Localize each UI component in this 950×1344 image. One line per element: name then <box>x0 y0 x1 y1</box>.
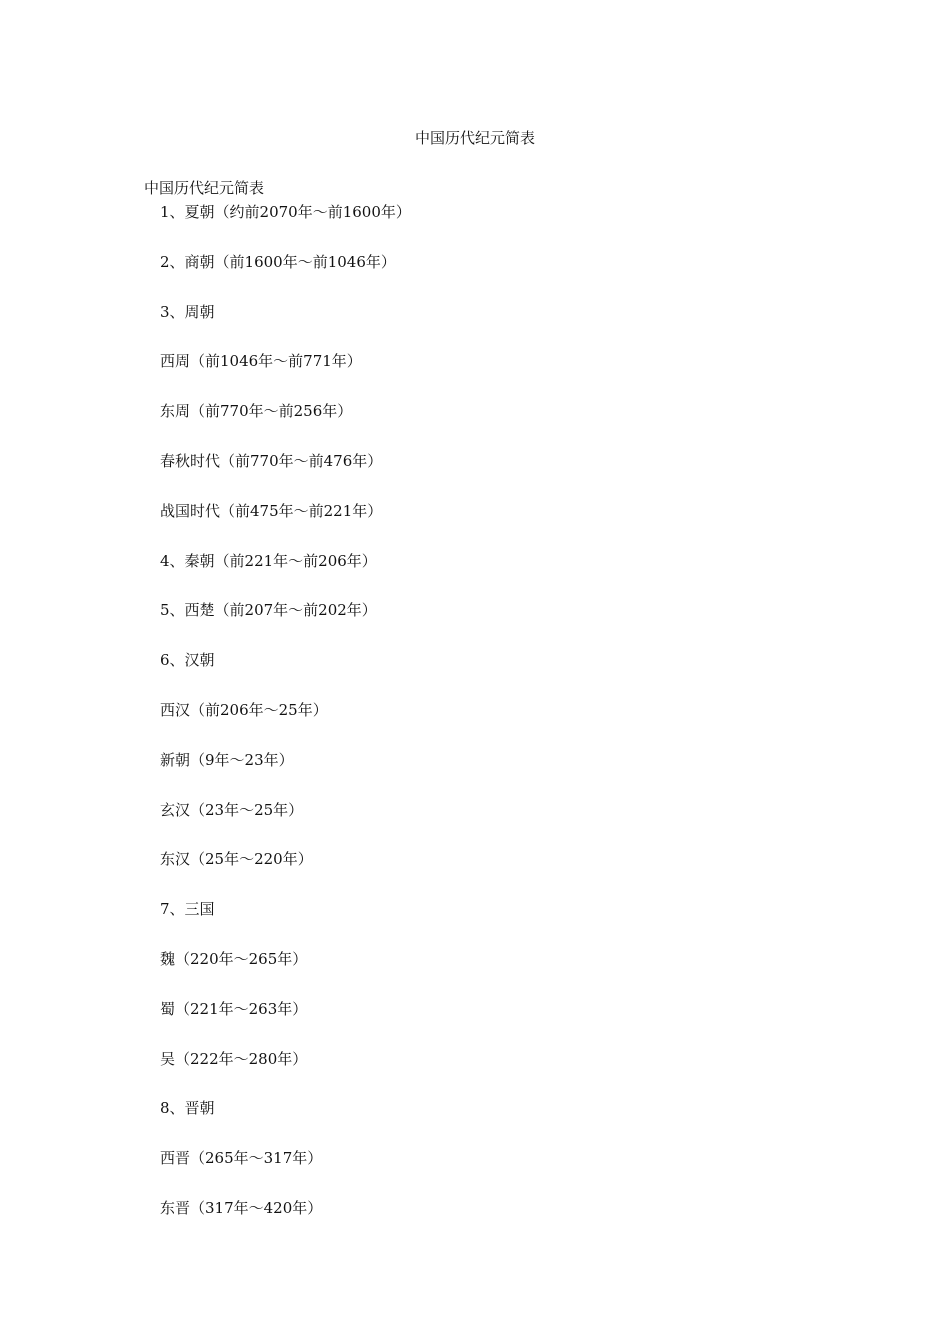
document-title: 中国历代纪元简表 <box>414 129 535 147</box>
dynasty-entry-wei: 魏（220年～265年） <box>160 949 308 968</box>
dynasty-entry-qin: 4、秦朝（前221年～前206年） <box>160 551 377 570</box>
dynasty-entry-eastern-zhou: 东周（前770年～前256年） <box>160 402 353 421</box>
dynasty-list <box>160 200 411 1246</box>
dynasty-entry-eastern-han: 东汉（25年～220年） <box>160 850 313 869</box>
dynasty-entry-western-jin: 西晋（265年～317年） <box>160 1149 323 1168</box>
dynasty-entry-western-han: 西汉（前206年～25年） <box>160 700 328 719</box>
dynasty-entry-xia: 1、夏朝（约前2070年～前1600年） <box>160 203 411 221</box>
dynasty-entry-western-zhou: 西周（前1046年～前771年） <box>160 352 362 371</box>
dynasty-entry-western-chu: 5、西楚（前207年～前202年） <box>160 601 377 620</box>
dynasty-entry-eastern-jin: 东晋（317年～420年） <box>160 1198 323 1217</box>
dynasty-entry-zhou: 3、周朝 <box>160 302 215 321</box>
dynasty-entry-han: 6、汉朝 <box>160 651 215 670</box>
dynasty-entry-warring-states: 战国时代（前475年～前221年） <box>160 501 383 520</box>
dynasty-entry-wu: 吴（222年～280年） <box>160 1049 308 1068</box>
dynasty-entry-shu: 蜀（221年～263年） <box>160 999 308 1018</box>
document-subtitle: 中国历代纪元简表 <box>144 179 265 197</box>
dynasty-entry-shang: 2、商朝（前1600年～前1046年） <box>160 252 396 271</box>
dynasty-entry-xuan-han: 玄汉（23年～25年） <box>160 800 304 819</box>
dynasty-entry-spring-autumn: 春秋时代（前770年～前476年） <box>160 451 383 470</box>
dynasty-entry-xin: 新朝（9年～23年） <box>160 750 294 769</box>
dynasty-entry-three-kingdoms: 7、三国 <box>160 900 215 919</box>
dynasty-entry-jin: 8、晋朝 <box>160 1099 215 1118</box>
